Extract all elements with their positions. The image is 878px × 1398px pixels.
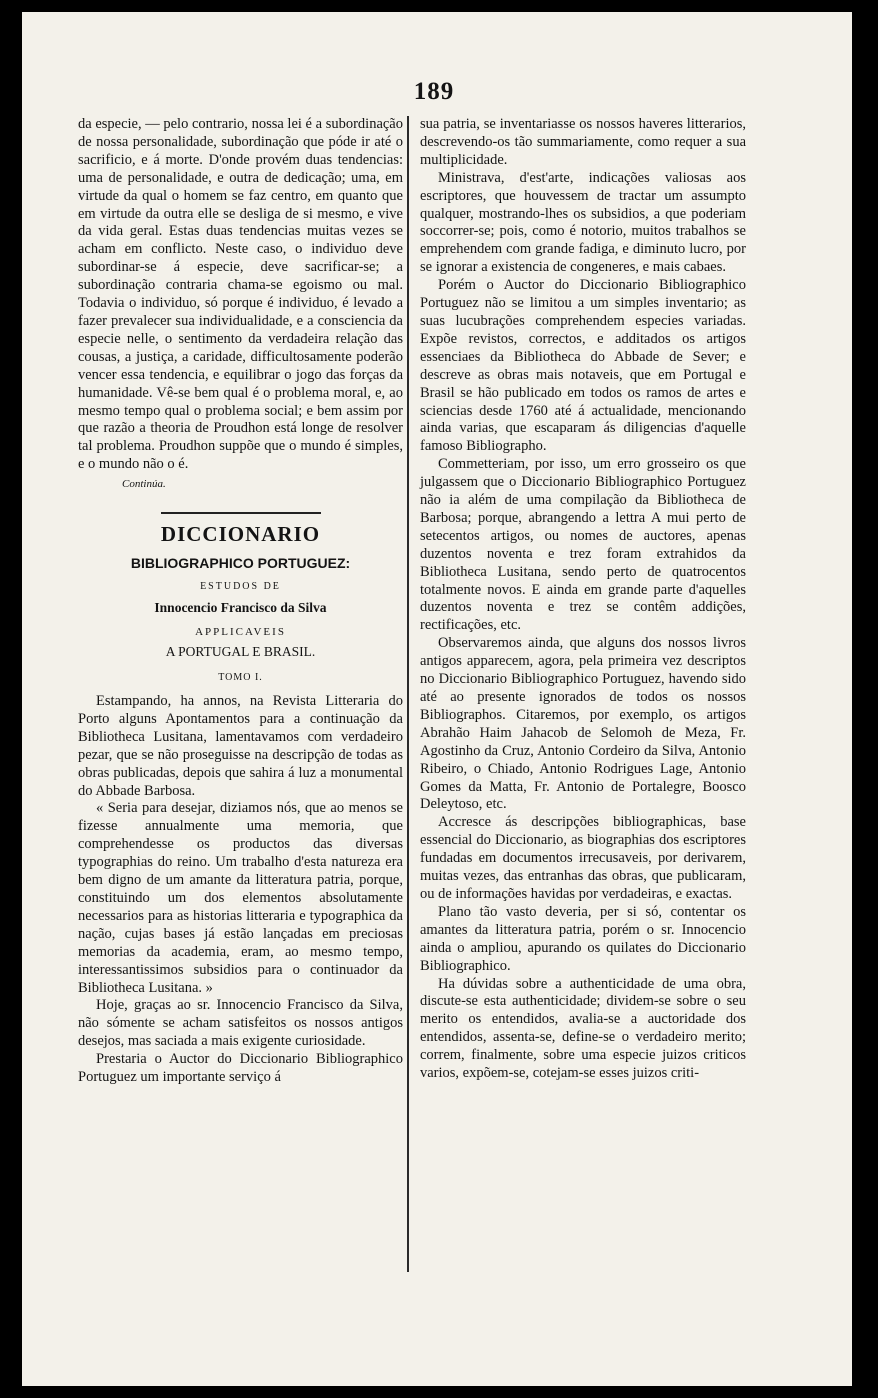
left-column xyxy=(78,116,403,1087)
article-subtitle: BIBLIOGRAPHICO PORTUGUEZ: xyxy=(130,555,351,572)
article-tomo: TOMO I. xyxy=(218,672,263,684)
paragraph: sua patria, se inventariasse os nossos haveres litterarios, descrevendo-os tão summariamente, como requer a sua multiplicidade. xyxy=(420,116,746,168)
section-rule xyxy=(161,512,321,514)
paragraph: Estampando, ha annos, na Revista Litteraria do Porto alguns Apontamentos para a continuação da Bibliotheca Lusitana, lamentavamos com verdadeiro pezar, que se não proseguisse na descripção de todas as obras publicadas, depois que sahira á luz a monumental do Abbade Barbosa. xyxy=(78,693,403,799)
right-column xyxy=(420,116,746,1083)
paragraph: Plano tão vasto deveria, per si só, contentar os amantes da litteratura patria, porém o sr. Innocencio ainda o ampliou, apurando os quilates do Diccionario Bibliographico. xyxy=(420,903,746,974)
article-estudos: ESTUDOS DE xyxy=(200,581,281,593)
article-portugal-brasil: A PORTUGAL E BRASIL. xyxy=(165,644,316,660)
paragraph: Porém o Auctor do Diccionario Bibliographico Portuguez não se limitou a um simples inventario; as suas lucubrações comprehendem especies variadas. Expõe revistos, correctos, e additados os artigos essenciaes da Bibliotheca do Abbade de Sever; e descreve as obras mais notaveis, que em Portugal e Brasil se hão publicado em todos os ramos de artes e sciencias desde 1760 até á actualidade, mencionando ainda varias, que escaparam ás diligencias d'aquelle famoso Bibliographo. xyxy=(420,277,746,455)
paragraph: Observaremos ainda, que alguns dos nossos livros antigos apparecem, agora, pela primeira vez descriptos no Diccionario Bibliographico Portuguez, havendo sido até ao presente ignorados de todos os nossos Bibliographos. Citaremos, por exemplo, os artigos Abrahão Haim Jahacob de Selomoh de Meza, Fr. Agostinho da Cruz, Antonio Cordeiro da Silva, Antonio Ribeiro, o Chiado, Antonio Rodrigues Lage, Antonio Gomes da Matta, Fr. Antonio de Portalegre, Boosco Deleytoso, etc. xyxy=(420,635,746,813)
continua-note: Continúa. xyxy=(122,478,166,491)
paragraph: Ministrava, d'est'arte, indicações valiosas aos escriptores, que houvessem de tractar um assumpto qualquer, mostrando-lhes os subsidios, a que poderiam soccorrer-se; pois, como é notorio, muitos trabalhos se emprehendem com grande fadiga, e diminuto lucro, por se ignorar a existencia de congeneres, e mais cabaes. xyxy=(420,169,746,276)
paragraph: « Seria para desejar, diziamos nós, que ao menos se fizesse annualmente uma memoria, que comprehendesse os productos das diversas typographias do reino. Um trabalho d'esta natureza era bem digno de um amante da litteratura patria, porque, constituindo um dos elementos absolutamente necessarios para as historias litteraria e typographica da nação, cujas bases já estão lançadas em preciosas memorias da academia, eram, ao mesmo tempo, interessantissimos subsidios para o continuador da Bibliotheca Lusitana. » xyxy=(78,800,403,996)
page-number: 189 xyxy=(413,78,455,105)
article-applicaveis: APPLICAVEIS xyxy=(195,626,286,639)
paragraph: Hoje, graças ao sr. Innocencio Francisco da Silva, não sómente se acham satisfeitos os nossos antigos desejos, mas saciada a mais exigente curiosidade. xyxy=(78,997,403,1050)
paragraph: Prestaria o Auctor do Diccionario Bibliographico Portuguez um importante serviço á xyxy=(78,1051,403,1086)
continued-text: da especie, — pelo contrario, nossa lei é a subordinação de nossa personalidade, subordinação que póde ir até o sacrificio, e á morte. D'onde provém duas tendencias: uma de personalidade, e outra de dedicação; uma, em virtude da qual o homem se faz centro, em quanto que em virtude da outra elle se desliga de si mesmo, e vive da vida geral. Estas duas tendencias muitas vezes se acham em conflicto. Neste caso, o individuo deve subordinar-se á especie, deve sacrificar-se; a subordinação contraria chama-se egoismo ou mal. Todavia o individuo, só porque é individuo, é levado a fazer prevalecer sua individualidade, e a consciencia da especie nelle, o sentimento da verdadeira relação das cousas, a justiça, a caridade, difficultosamente poderão vencer essa tendencia, e equilibrar o jogo das forças da humanidade. Vê-se bem qual é o problema moral, e, ao mesmo tempo qual o problema social; e bem assim por que razão a theoria de Proudhon está longe de resolver tal problema. Proudhon suppõe que o mundo é simples, e o mundo não o é. xyxy=(78,116,403,473)
newspaper-page xyxy=(22,12,852,1386)
column-divider xyxy=(407,116,409,1272)
paragraph: Ha dúvidas sobre a authenticidade de uma obra, discute-se esta authenticidade; dividem-se sobre o seu merito os entendidos, avalia-se a auctoridade dos entendidos, assenta-se, define-se o verdadeiro merito; correm, finalmente, sobre uma especie juizos criticos varios, expõem-se, cotejam-se esses juizos criti- xyxy=(420,975,746,1082)
article-title: DICCIONARIO xyxy=(160,522,321,547)
article-author: Innocencio Francisco da Silva xyxy=(154,600,327,616)
paragraph: Accresce ás descripções bibliographicas, base essencial do Diccionario, as biographias dos escriptores fundadas em documentos irrecusaveis, por derivarem, muitas vezes, das entranhas das obras, que publicaram, ou de informações havidas por verdadeiras, e exactas. xyxy=(420,814,746,902)
paragraph: Commetteriam, por isso, um erro grosseiro os que julgassem que o Diccionario Bibliographico Portuguez não ia além de uma compilação da Bibliotheca de Barbosa; porque, abrangendo a lettra A mui perto de setecentos artigos, ou nomes de auctores, apenas duzentos noventa e trez foram extrahidos da Bibliotheca Lusitana, sendo perto de quatrocentos totalmente novos. E ainda em grande parte d'aquelles duzentos noventa e trez se contêm addições, rectificações, etc. xyxy=(420,456,746,634)
